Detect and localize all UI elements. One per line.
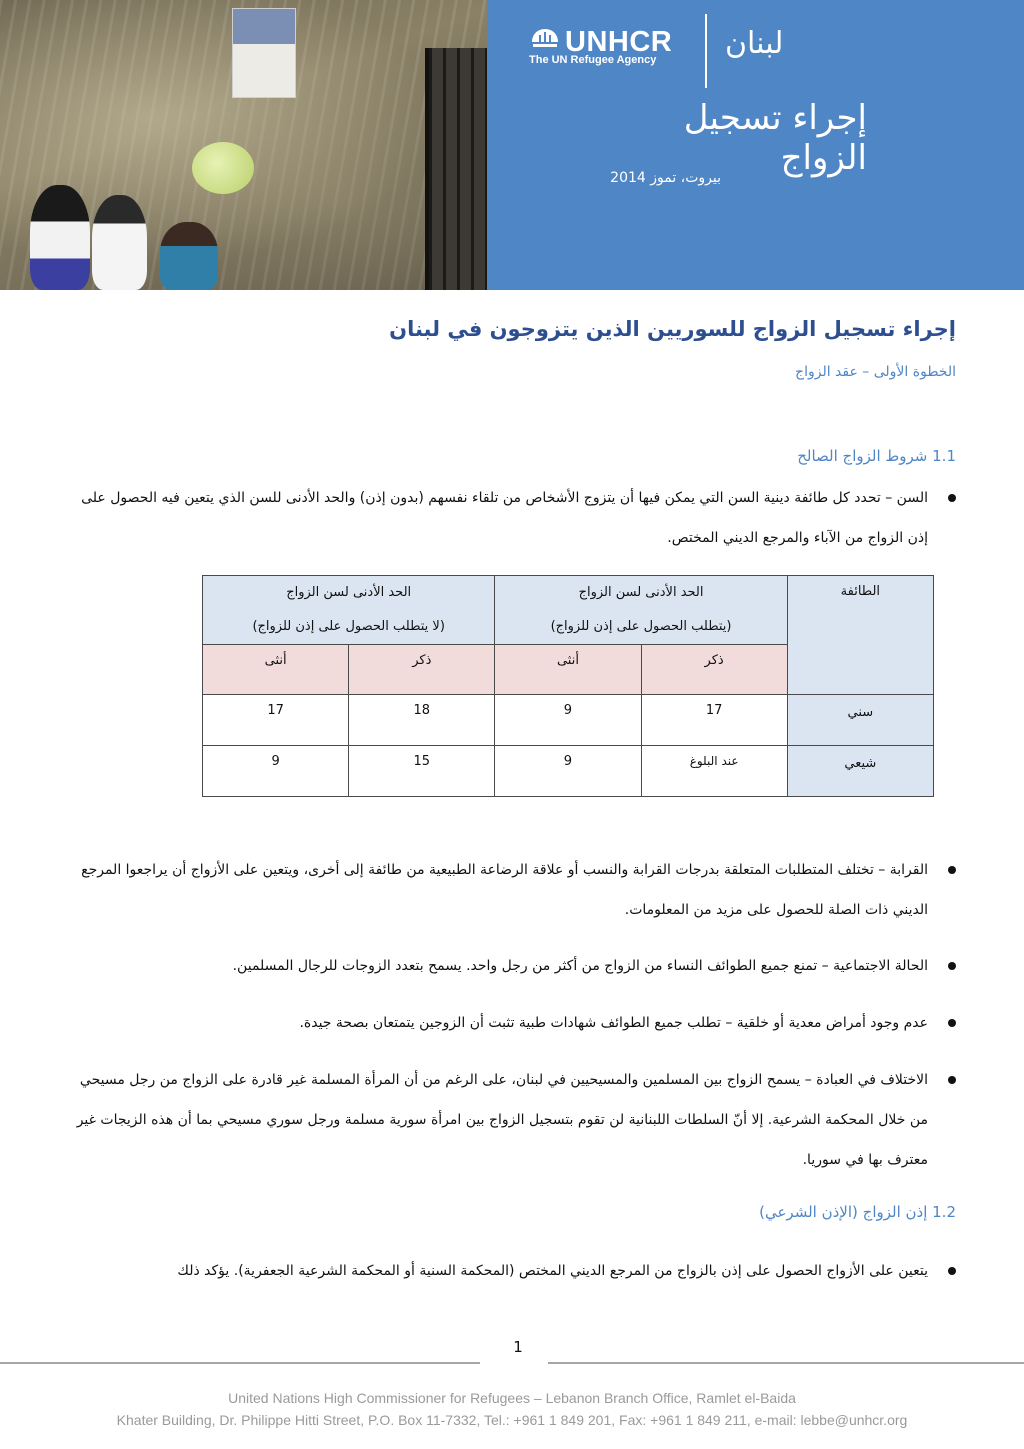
bullet-medical: عدم وجود أمراض معدية أو خلقية – تطلب جميع الطوائف شهادات طبية تثبت أن الزوجين يتمتعان بصحة جيدة. xyxy=(299,1015,928,1031)
header-without-permission: الحد الأدنى لسن الزواج (لا يتطلب الحصول على إذن للزواج) xyxy=(203,576,495,645)
wall-poster xyxy=(232,8,296,98)
bullet-icon xyxy=(948,866,956,874)
document-subtitle: الخطوة الأولى – عقد الزواج xyxy=(795,364,956,380)
age-table xyxy=(202,575,934,797)
bullet-permission: يتعين على الأزواج الحصول على إذن بالزواج من المرجع الديني المختص (المحكمة السنية أو المحكمة الشرعية الجعفرية). يؤكد ذلك xyxy=(177,1263,928,1279)
header-photo xyxy=(0,0,487,290)
header-female: أنثى xyxy=(203,645,349,695)
cell-value: 9 xyxy=(495,695,641,746)
header-sect: الطائفة xyxy=(787,576,933,695)
section-heading-1-2: 1.2 إذن الزواج (الإذن الشرعي) xyxy=(759,1203,956,1221)
bullet-kinship: القرابة – تختلف المتطلبات المتعلقة بدرجات القرابة والنسب أو علاقة الرضاعة الطبيعية من طائفة إلى أخرى، ويتعين على الأزواج أن يراجعوا المرجع الديني ذات الصلة للحصول على مزيد من المعلومات. xyxy=(81,862,928,918)
header-female: أنثى xyxy=(495,645,641,695)
banner-divider xyxy=(705,14,707,88)
cell-sect: شيعي xyxy=(787,746,933,797)
page-number: 1 xyxy=(513,1338,523,1356)
header-male: ذكر xyxy=(349,645,495,695)
bullet-icon xyxy=(948,1019,956,1027)
cell-sect: سني xyxy=(787,695,933,746)
header-banner xyxy=(487,0,1024,290)
footer-address-line-1: United Nations High Commissioner for Refugees – Lebanon Branch Office, Ramlet el-Baida xyxy=(228,1390,796,1406)
cell-value: 15 xyxy=(349,746,495,797)
header-male: ذكر xyxy=(641,645,787,695)
cell-value: 9 xyxy=(203,746,349,797)
cell-value: عند البلوغ xyxy=(641,746,787,797)
cell-value: 9 xyxy=(495,746,641,797)
logo-tagline: The UN Refugee Agency xyxy=(529,54,657,66)
bullet-icon xyxy=(948,494,956,502)
cell-value: 17 xyxy=(203,695,349,746)
bullet-marital-status: الحالة الاجتماعية – تمنع جميع الطوائف النساء من الزواج من أكثر من رجل واحد. يسمح بتعدد الزوجات للرجال المسلمين. xyxy=(232,958,928,974)
banner-date: بيروت، تموز 2014 xyxy=(610,170,721,186)
header-with-permission: الحد الأدنى لسن الزواج (يتطلب الحصول على إذن للزواج) xyxy=(495,576,787,645)
barred-door xyxy=(425,48,487,290)
bullet-religion: الاختلاف في العبادة – يسمح الزواج بين المسلمين والمسيحيين في لبنان، على الرغم من أن المرأة المسلمة غير قادرة على الزواج من رجل مسيحي من خلال المحكمة الشرعية. إلا أنّ السلطات اللبنانية لن تقوم بتسجيل الزواج بين امرأة سورية مسلمة ورجل سوري مسيحي بما أن هذه الزيجات غير معترف بها في سوريا. xyxy=(76,1072,928,1168)
cell-value: 18 xyxy=(349,695,495,746)
document-title: إجراء تسجيل الزواج للسوريين الذين يتزوجون في لبنان xyxy=(389,317,956,341)
section-heading-1-1: 1.1 شروط الزواج الصالح xyxy=(797,447,956,465)
logo-wordmark: UNHCR xyxy=(565,26,673,58)
table-row xyxy=(203,695,934,746)
balloon xyxy=(192,142,254,194)
child-figure xyxy=(30,185,90,290)
table-row xyxy=(203,746,934,797)
footer-address-line-2: Khater Building, Dr. Philippe Hitti Street, P.O. Box 11-7332, Tel.: +961 1 849 201, Fax: +961 1 849 211, e-mail: lebbe@unhcr.org xyxy=(116,1412,908,1428)
bullet-age: السن – تحدد كل طائفة دينية السن التي يمكن فيها أن يتزوج الأشخاص من تلقاء نفسهم (بدون إذن) والحد الأدنى للسن الذي يتعين فيه الحصول على إذن الزواج من الآباء والمرجع الديني المختص. xyxy=(81,490,928,546)
unhcr-logo-icon xyxy=(527,26,563,56)
footer-divider xyxy=(548,1362,1024,1364)
cell-value: 17 xyxy=(641,695,787,746)
child-figure xyxy=(92,195,147,290)
child-figure xyxy=(160,222,218,290)
banner-country: لبنان xyxy=(725,26,784,61)
footer-divider xyxy=(0,1362,480,1364)
bullet-icon xyxy=(948,1076,956,1084)
bullet-icon xyxy=(948,1267,956,1275)
bullet-icon xyxy=(948,962,956,970)
banner-title: إجراء تسجيل الزواج xyxy=(683,98,867,178)
